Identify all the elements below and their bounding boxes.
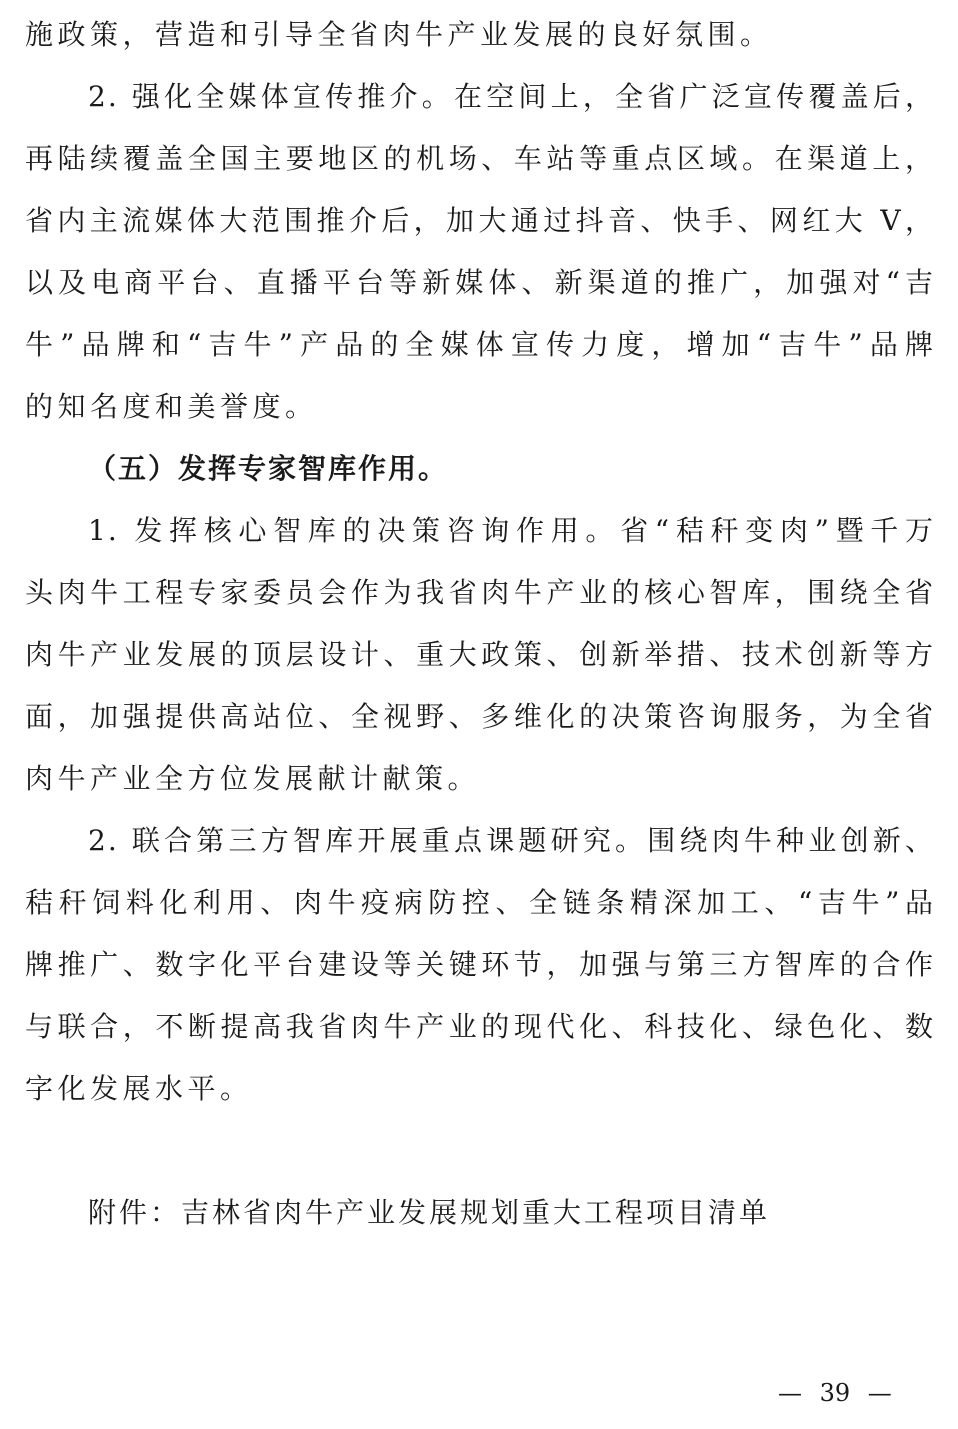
document-body [25, 4, 935, 1244]
paragraph-line: 2. 强化全媒体宣传推介。在空间上，全省广泛宣传覆盖后， [88, 80, 935, 113]
continuation-paragraph [25, 4, 935, 66]
attachment-note: 附件：吉林省肉牛产业发展规划重大工程项目清单 [88, 1196, 771, 1229]
page-number: — 39 — [778, 1379, 892, 1407]
paragraph-line: 肉牛产业发展的顶层设计、重大政策、创新举措、技术创新等方 [25, 638, 935, 671]
section-heading: （五）发挥专家智库作用。 [88, 452, 449, 485]
media-promotion-paragraph [25, 66, 935, 438]
paragraph-line: 面，加强提供高站位、全视野、多维化的决策咨询服务，为全省 [25, 700, 935, 733]
blank-line [25, 1120, 935, 1182]
item-1-paragraph [25, 500, 935, 810]
paragraph-line: 头肉牛工程专家委员会作为我省肉牛产业的核心智库，围绕全省 [25, 576, 935, 609]
paragraph-line: 肉牛产业全方位发展献计献策。 [25, 762, 481, 795]
paragraph-line: 2. 联合第三方智库开展重点课题研究。围绕肉牛种业创新、 [88, 824, 935, 857]
paragraph-line: 再陆续覆盖全国主要地区的机场、车站等重点区域。在渠道上， [25, 142, 935, 175]
paragraph-line: 施政策，营造和引导全省肉牛产业发展的良好氛围。 [25, 18, 773, 51]
paragraph-line: 牌推广、数字化平台建设等关键环节，加强与第三方智库的合作 [25, 948, 935, 981]
paragraph-line: 以及电商平台、直播平台等新媒体、新渠道的推广，加强对“吉 [25, 266, 935, 299]
item-2-paragraph [25, 810, 935, 1120]
paragraph-line: 与联合，不断提高我省肉牛产业的现代化、科技化、绿色化、数 [25, 1010, 935, 1043]
paragraph-line: 秸秆饲料化利用、肉牛疫病防控、全链条精深加工、“吉牛”品 [25, 886, 935, 919]
paragraph-line: 省内主流媒体大范围推介后，加大通过抖音、快手、网红大 V， [25, 204, 935, 237]
paragraph-line: 1. 发挥核心智库的决策咨询作用。省“秸秆变肉”暨千万 [88, 514, 935, 547]
paragraph-line: 牛”品牌和“吉牛”产品的全媒体宣传力度，增加“吉牛”品牌 [25, 328, 935, 361]
paragraph-line: 字化发展水平。 [25, 1072, 253, 1105]
paragraph-line: 的知名度和美誉度。 [25, 390, 318, 423]
